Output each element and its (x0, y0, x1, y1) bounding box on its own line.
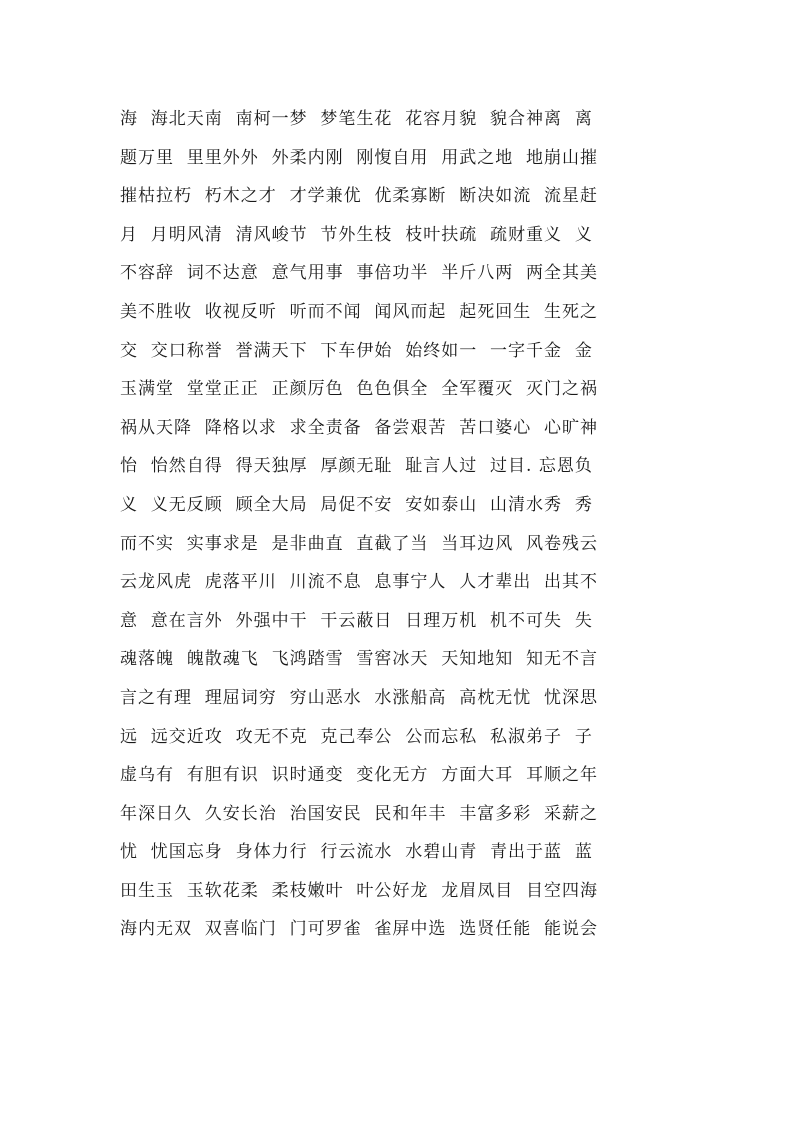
text-line-18: 虚乌有 有胆有识 识时通变 变化无方 方面大耳 耳顺之年 (120, 765, 599, 786)
text-line-20: 忧 忧国忘身 身体力行 行云流水 水碧山青 青出于蓝 蓝 (120, 842, 593, 863)
text-line-2: 题万里 里里外外 外柔内刚 刚愎自用 用武之地 地崩山摧 (120, 147, 599, 168)
text-line-12: 而不实 实事求是 是非曲直 直截了当 当耳边风 风卷残云 (120, 533, 599, 554)
text-line-19: 年深日久 久安长治 治国安民 民和年丰 丰富多彩 采薪之 (120, 803, 599, 824)
text-line-15: 魂落魄 魄散魂飞 飞鸿踏雪 雪窖冰天 天知地知 知无不言 (120, 649, 599, 670)
text-line-9: 祸从天降 降格以求 求全责备 备尝艰苦 苦口婆心 心旷神 (120, 417, 599, 438)
text-line-1: 海 海北天南 南柯一梦 梦笔生花 花容月貌 貌合神离 离 (120, 109, 593, 129)
text-line-4: 月 月明风清 清风峻节 节外生枝 枝叶扶疏 疏财重义 义 (120, 224, 593, 245)
text-line-14: 意 意在言外 外强中干 干云蔽日 日理万机 机不可失 失 (120, 610, 593, 631)
text-line-16: 言之有理 理屈词穷 穷山恶水 水涨船高 高枕无忧 忧深思 (120, 687, 599, 708)
text-line-11: 义 义无反顾 顾全大局 局促不安 安如泰山 山清水秀 秀 (120, 494, 593, 515)
text-line-17: 远 远交近攻 攻无不克 克己奉公 公而忘私 私淑弟子 子 (120, 726, 593, 747)
text-line-8: 玉满堂 堂堂正正 正颜厉色 色色俱全 全军覆灭 灭门之祸 (120, 379, 599, 400)
text-line-6: 美不胜收 收视反听 听而不闻 闻风而起 起死回生 生死之 (120, 301, 599, 322)
text-line-7: 交 交口称誉 誉满天下 下车伊始 始终如一 一字千金 金 (120, 340, 593, 361)
text-line-3: 摧枯拉朽 朽木之才 才学兼优 优柔寡断 断决如流 流星赶 (120, 186, 599, 207)
text-line-5: 不容辞 词不达意 意气用事 事倍功半 半斤八两 两全其美 (120, 263, 599, 284)
text-line-22: 海内无双 双喜临门 门可罗雀 雀屏中选 选贤任能 能说会 (120, 919, 599, 940)
text-line-10: 怡 怡然自得 得天独厚 厚颜无耻 耻言人过 过目. 忘恩负 (120, 456, 593, 477)
idiom-chain-text (120, 100, 680, 949)
text-line-21: 田生玉 玉软花柔 柔枝嫩叶 叶公好龙 龙眉凤目 目空四海 (120, 880, 599, 901)
text-line-13: 云龙风虎 虎落平川 川流不息 息事宁人 人才辈出 出其不 (120, 572, 599, 593)
